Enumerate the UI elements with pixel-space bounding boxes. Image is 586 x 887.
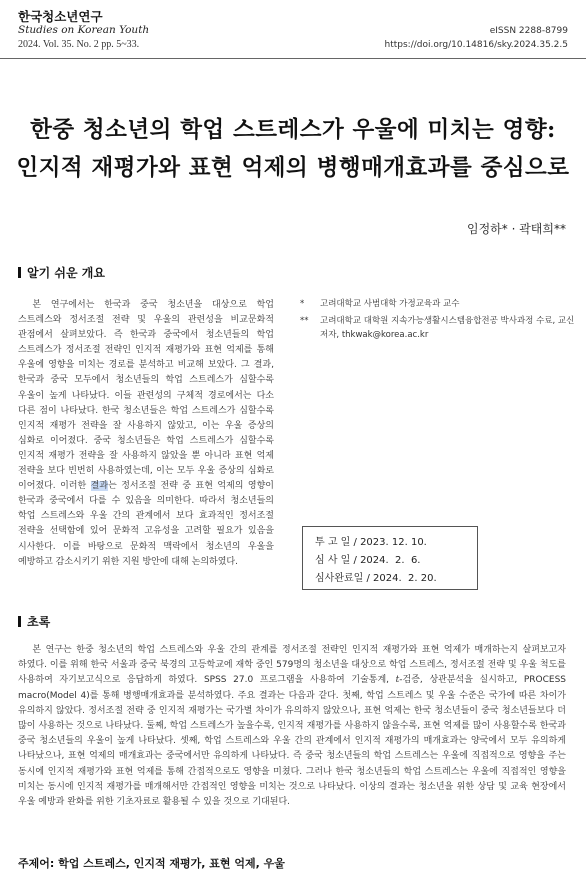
- easy-summary-heading: [18, 264, 105, 281]
- issn: eISSN 2288-8799: [489, 26, 568, 36]
- summary-text-after: 는 정서조절 전략 중 표현 억제의 영향이 한국과 중국에서 다를 수 있음을 의미한다. 따라서 청소년들의 학업 스트레스와 우울 간의 관계에서 보다 효과적인 정서조절 전략을 선택함에 있어 문화적 고유성을 고려할 필요가 있음을 시사한다. 이를 바탕으로 문화적 맥락에서 청소년의 우울을 예방하고 감소시키기 위한 지원 방안에 대해 논의하였다.: [18, 481, 274, 567]
- abstract-text-part-1: 본 연구는 한중 청소년의 학업 스트레스와 우울 간의 관계를 정서조절 전략인 인지적 재평가와 표현 억제가 매개하는지 살펴보고자 하였다. 이를 위해 한국 서울과 중국 북경의 고등학교에 재학 중인 579명의 청소년을 대상으로 학업 스트레스, 정서조절 전략 및 우울 척도를 사용하여 자기보고식으로 응답하게 하였다. SPSS 27.0 프로그램을 사용하여 기술통계,: [18, 645, 566, 686]
- received-date: 투 고 일 / 2023. 12. 10.: [315, 537, 427, 548]
- t-test-symbol: t: [395, 675, 400, 686]
- summary-highlighted-word: 결과: [90, 481, 109, 492]
- paper-title-line-2: 인지적 재평가와 표현 억제의 병행매개효과를 중심으로: [16, 155, 570, 181]
- summary-text-before: 본 연구에서는 한국과 중국 청소년을 대상으로 학업 스트레스와 정서조절 전략 및 우울의 관련성을 비교문화적 관점에서 살펴보았다. 즉 한국과 중국에서 청소년들의 학업 스트레스가 정서조절 전략인 인지적 재평가와 표현 억제를 통해 우울에 영향을 미치는 경로를 분석하고 비교해 보았다. 그 결과, 한국과 중국 모두에서 청소년들의 학업 스트레스가 심할수록 우울이 높게 나타났다. 이들 관련성의 구체적 경로에서는 다소 다른 점이 나타났다. 한국 청소년들은 학업 스트레스가 심할수록 인지적 재평가 전략을 잘 사용하지 않았고, 이는 우울 증상의 심화로 이어졌다. 중국 청소년들은 학업 스트레스가 심할수록 인지적 재평가 전략을 잘 사용하지 않았을 뿐 아니라 표현 억제 전략을 보다 빈번히 사용하였는데, 이는 모두 우울 증상의 심화로 이어졌다. 이러한: [18, 300, 274, 492]
- authors: 임정하* · 곽태희**: [467, 222, 566, 236]
- easy-summary-body: [18, 298, 274, 570]
- affiliation-1-text: 고려대학교 사범대학 가정교육과 교수: [320, 299, 460, 309]
- abstract-body: [18, 643, 566, 810]
- abstract-heading-text: 초록: [27, 615, 51, 629]
- doi-link[interactable]: https://doi.org/10.14816/sky.2024.35.2.5: [384, 40, 568, 50]
- affiliation-2-text: 고려대학교 대학원 지속가능생활시스템융합전공 박사과정 수료, 교신저자, thkwak@korea.ac.kr: [320, 316, 575, 340]
- affiliation-2-mark: **: [300, 316, 309, 326]
- header-divider: [0, 58, 586, 59]
- journal-name: 한국청소년연구: [18, 9, 103, 24]
- abstract-text-part-2: -검증, 상관분석을 실시하고, PROCESS macro(Model 4)를 통해 병행매개효과를 분석하였다. 주요 결과는 다음과 같다. 첫째, 학업 스트레스 및 우울 수준은 국가에 따른 차이가 유의하지 않았다. 정서조절 전략 중 인지적 재평가는 국가별 차이가 유의하지 않았으나, 표현 억제는 한국 청소년들이 중국 청소년들보다 더 많이 사용하는 것으로 나타났다. 둘째, 학업 스트레스가 높을수록, 인지적 재평가를 사용하지 않을수록, 표현 억제를 많이 사용할수록 한국과 중국 청소년들의 우울이 높게 나타났다. 셋째, 학업 스트레스와 우울 간의 관계에서 인지적 재평가의 매개효과는 양국에서 모두 유의하게 나타났으나, 표현 억제의 매개효과는 중국에서만 유의하게 나타났다. 즉 중국 청소년들의 학업 스트레스는 우울에 직접적으로 영향을 주는 동시에 인지적 재평가와 표현 억제를 통해 간접적으로도 영향을 미쳤다. 그러나 한국 청소년들의 학업 스트레스는 우울에 직접적인 영향을 미치는 동시에 인지적 재평가를 매개해서만 간접적인 영향을 미치는 것으로 나타났다. 이상의 결과는 청소년을 위한 상담 및 교육 현장에서 우울 예방과 완화를 위한 기초자료로 활용될 수 있을 것으로 기대된다.: [18, 675, 566, 808]
- accepted-date: 심사완료일 / 2024. 2. 20.: [315, 573, 437, 584]
- journal-english-name: Studies on Korean Youth: [18, 24, 150, 36]
- affiliation-1-mark: *: [300, 299, 305, 309]
- heading-bar-icon: [18, 616, 21, 627]
- submission-dates-box: [302, 526, 478, 590]
- reviewed-date: 심 사 일 / 2024. 2. 6.: [315, 555, 421, 566]
- paper-title-line-1: 한중 청소년의 학업 스트레스가 우울에 미치는 영향:: [30, 117, 556, 143]
- heading-bar-icon: [18, 267, 21, 278]
- easy-summary-heading-text: 알기 쉬운 개요: [27, 266, 105, 280]
- issue-info: 2024. Vol. 35. No. 2 pp. 5~33.: [18, 39, 140, 50]
- abstract-heading: [18, 613, 50, 630]
- keywords: 주제어: 학업 스트레스, 인지적 재평가, 표현 억제, 우울: [18, 857, 285, 870]
